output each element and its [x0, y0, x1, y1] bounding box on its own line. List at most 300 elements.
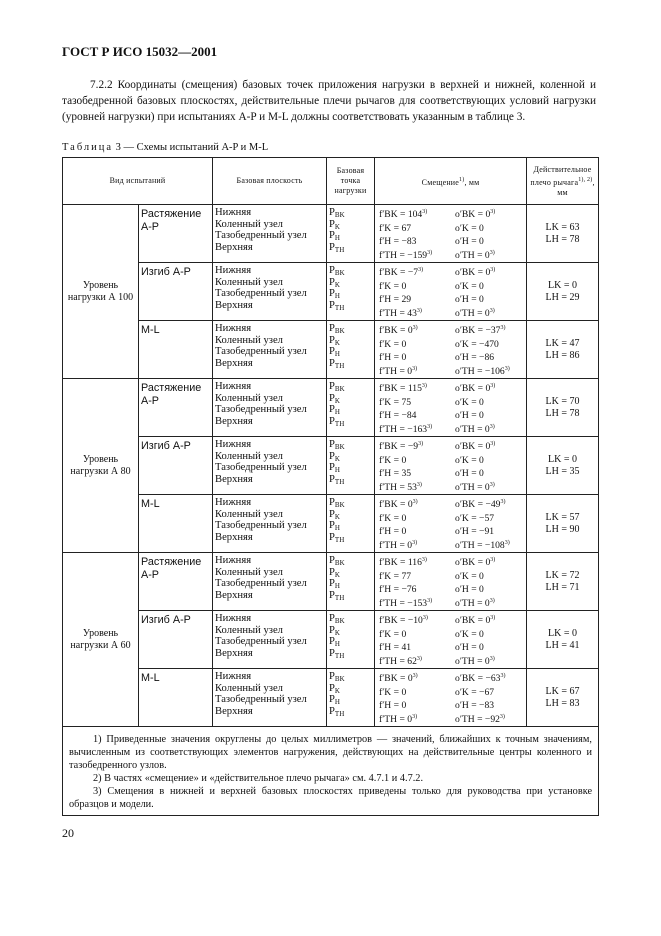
shift-row: [379, 221, 495, 235]
shift-values: [375, 379, 527, 437]
shift-f-value: f′TH = 62: [379, 655, 417, 667]
shift-f: [379, 569, 455, 583]
shift-f-value: f′BK = 0: [379, 673, 413, 684]
point-subscript: H: [334, 292, 340, 301]
plane-list: [213, 321, 327, 379]
shift-o-value: o′BK = 0: [455, 383, 491, 394]
col-lever-unit: , мм: [557, 177, 595, 197]
shift-f: [379, 654, 455, 668]
plane-name: Верхняя: [215, 357, 253, 369]
plane-name: Верхняя: [215, 531, 253, 543]
shift-row: [379, 555, 495, 569]
load-point: [329, 497, 374, 509]
shift-o-value: o′K = 0: [455, 628, 484, 640]
shift-row: [379, 323, 510, 337]
shift-o-value: o′BK = 0: [455, 441, 491, 452]
point-subscript: BK: [334, 617, 345, 625]
load-point: [329, 346, 374, 358]
shift-o: [455, 221, 495, 235]
shift-o-value: o′TH = −92: [455, 713, 500, 725]
footnote-1: 1) Приведенные значения округлены до целых миллиметров — значений, ближайших к точным значениям, вычисленным из соответствующих элементов нагружения, действующих на действительные центры коленного и тазобедренного узлов.: [69, 734, 593, 771]
shift-f: [379, 712, 455, 726]
point-letter: P: [329, 555, 335, 566]
shift-row: [379, 248, 495, 262]
table-row: [63, 553, 599, 611]
load-point: [329, 509, 374, 521]
plane-name: Коленный узел: [215, 508, 283, 520]
plane-name: Коленный узел: [215, 276, 283, 288]
shift-values: [375, 321, 527, 379]
shift-o: [455, 408, 495, 422]
table-row: [63, 321, 599, 379]
shift-o-note: 3): [500, 499, 506, 505]
shift-f: [379, 524, 455, 538]
shift-f-value: f′TH = −153: [379, 597, 428, 609]
shift-f-value: f′K = 0: [379, 280, 407, 292]
shift-o-value: o′TH = −106: [455, 365, 505, 377]
load-point: [329, 648, 374, 660]
shift-f: [379, 221, 455, 235]
shift-o-value: o′H = 0: [455, 584, 484, 596]
shift-o-value: o′TH = 0: [455, 423, 490, 435]
shift-o: [455, 569, 495, 583]
lever-arm: [527, 611, 599, 669]
point-subscript: TH: [334, 303, 345, 312]
shift-o-value: o′K = 0: [455, 454, 484, 466]
lever-knee: LK = 63: [545, 221, 580, 233]
lever-knee: LK = 72: [545, 569, 580, 581]
point-letter: P: [329, 346, 335, 358]
shift-row: [379, 453, 495, 467]
lever-knee: LK = 57: [545, 511, 580, 523]
shift-o-value: o′BK = −49: [455, 499, 501, 510]
caption-title: 3 — Схемы испытаний A-P и M-L: [113, 142, 269, 153]
lever-arm: [527, 379, 599, 437]
point-subscript: TH: [334, 535, 345, 544]
shift-o-note: 3): [504, 539, 510, 546]
test-type: Растяжение A-P: [139, 379, 213, 437]
load-point: [329, 636, 374, 648]
shift-f: [379, 337, 455, 351]
table-row: [63, 437, 599, 495]
shift-o-note: 3): [489, 655, 495, 662]
plane-list: [213, 611, 327, 669]
plane-name: Тазобедренный узел: [215, 288, 307, 300]
load-point: [329, 207, 374, 219]
table-row: [63, 495, 599, 553]
point-list: [327, 205, 375, 263]
col-lever: [527, 158, 599, 205]
plane-name: Верхняя: [215, 705, 253, 717]
shift-row: [379, 654, 495, 668]
plane-list: [213, 205, 327, 263]
lever-knee: LK = 67: [545, 685, 580, 697]
shift-o-value: o′K = 0: [455, 280, 484, 292]
shift-f-note: 3): [412, 713, 418, 720]
lever-hip: LH = 71: [545, 581, 580, 593]
shift-o-value: o′H = 0: [455, 642, 484, 654]
load-point: [329, 242, 374, 254]
load-point: [329, 625, 374, 637]
point-letter: P: [329, 450, 335, 462]
point-letter: P: [329, 566, 335, 578]
shift-o-value: o′K = −57: [455, 512, 495, 524]
shift-row: [379, 207, 495, 221]
lever-arm: [527, 321, 599, 379]
shift-f: [379, 640, 455, 654]
shift-o: [455, 395, 495, 409]
shift-f: [379, 439, 455, 453]
shift-o-value: o′K = 0: [455, 222, 484, 234]
shift-row: [379, 337, 510, 351]
shift-f-value: f′K = 67: [379, 222, 412, 234]
shift-row: [379, 422, 495, 436]
load-point: [329, 462, 374, 474]
shift-f-value: f′BK = −9: [379, 441, 419, 452]
point-letter: P: [329, 299, 335, 311]
shift-values: [375, 437, 527, 495]
point-letter: P: [329, 357, 335, 369]
table-row: [63, 669, 599, 727]
shift-f-note: 3): [416, 307, 422, 314]
plane-name: Верхняя: [215, 647, 253, 659]
plane-name: Коленный узел: [215, 334, 283, 346]
shift-o-value: o′K = 0: [455, 396, 484, 408]
shift-f-note: 3): [412, 365, 418, 372]
load-point: [329, 393, 374, 405]
shift-o-note: 3): [489, 249, 495, 256]
lever-knee: LK = 0: [548, 453, 577, 465]
point-letter: P: [329, 578, 335, 590]
shift-o: [455, 596, 495, 610]
shift-o-note: 3): [489, 307, 495, 314]
test-type: Растяжение A-P: [139, 205, 213, 263]
shift-row: [379, 569, 495, 583]
point-subscript: K: [334, 570, 340, 579]
shift-f-note: 3): [418, 441, 424, 447]
shift-o-value: o′BK = 0: [455, 557, 491, 568]
plane-name: Коленный узел: [215, 682, 283, 694]
col-shift-label: Смещение: [421, 177, 460, 187]
plane-list: [213, 379, 327, 437]
point-letter: P: [329, 705, 335, 717]
shift-f-value: f′H = −84: [379, 410, 417, 422]
shift-o: [455, 511, 510, 525]
shift-row: [379, 292, 495, 306]
shift-f: [379, 497, 455, 511]
load-point: [329, 439, 374, 451]
plane-name: Тазобедренный узел: [215, 694, 307, 706]
load-point: [329, 520, 374, 532]
shift-f-value: f′K = 0: [379, 686, 407, 698]
shift-f: [379, 234, 455, 248]
test-type: M-L: [139, 669, 213, 727]
col-shift: [375, 158, 527, 205]
lever-arm: [527, 553, 599, 611]
lever-hip: LH = 41: [545, 639, 580, 651]
point-subscript: BK: [334, 443, 345, 451]
shift-f-value: f′K = 0: [379, 628, 407, 640]
plane-name: Нижняя: [215, 207, 252, 218]
point-subscript: H: [334, 582, 340, 591]
point-letter: P: [329, 531, 335, 543]
shift-o: [455, 439, 495, 453]
lever-hip: LH = 86: [545, 349, 580, 361]
shift-grid: [379, 497, 510, 551]
shift-values: [375, 263, 527, 321]
shift-f-value: f′K = 75: [379, 396, 412, 408]
shift-f: [379, 306, 455, 320]
shift-f-note: 3): [416, 655, 422, 662]
shift-row: [379, 350, 510, 364]
shift-grid: [379, 265, 495, 319]
shift-f: [379, 323, 455, 337]
shift-f: [379, 582, 455, 596]
shift-o-value: o′TH = −108: [455, 539, 505, 551]
shift-o-value: o′BK = 0: [455, 615, 491, 626]
lever-hip: LH = 78: [545, 407, 580, 419]
shift-row: [379, 640, 495, 654]
plane-list: [213, 437, 327, 495]
shift-f-note: 3): [422, 615, 428, 621]
load-point: [329, 706, 374, 718]
point-list: [327, 321, 375, 379]
shift-f-value: f′TH = −159: [379, 249, 428, 261]
shift-o: [455, 381, 495, 395]
shift-f: [379, 671, 455, 685]
point-subscript: BK: [334, 211, 345, 219]
load-point: [329, 671, 374, 683]
col-point: Базовая точка нагрузки: [327, 158, 375, 205]
point-subscript: K: [334, 628, 340, 637]
point-letter: P: [329, 462, 335, 474]
test-schemes-table: [62, 157, 599, 816]
shift-f-value: f′H = 0: [379, 700, 407, 712]
shift-o-note: 3): [490, 557, 496, 563]
point-subscript: TH: [334, 419, 345, 428]
point-subscript: K: [334, 454, 340, 463]
shift-o-value: o′H = 0: [455, 294, 484, 306]
shift-f-value: f′TH = 0: [379, 365, 413, 377]
shift-row: [379, 671, 505, 685]
shift-f-note: 3): [421, 383, 427, 389]
shift-o-value: o′TH = 0: [455, 655, 490, 667]
lever-hip: LH = 90: [545, 523, 580, 535]
point-letter: P: [329, 415, 335, 427]
shift-o: [455, 248, 495, 262]
footnotes-row: [63, 727, 599, 816]
point-letter: P: [329, 636, 335, 648]
shift-row: [379, 627, 495, 641]
plane-name: Коленный узел: [215, 450, 283, 462]
load-level: Уровень нагрузки А 100: [63, 205, 139, 379]
point-subscript: BK: [334, 385, 345, 393]
point-letter: P: [329, 276, 335, 288]
shift-f-value: f′BK = 116: [379, 557, 422, 568]
point-list: [327, 553, 375, 611]
shift-o: [455, 698, 505, 712]
plane-name: Верхняя: [215, 473, 253, 485]
shift-f: [379, 627, 455, 641]
plane-name: Верхняя: [215, 299, 253, 311]
caption-prefix: Таблица: [62, 142, 114, 153]
point-subscript: K: [334, 338, 340, 347]
shift-values: [375, 611, 527, 669]
point-letter: P: [329, 381, 335, 392]
shift-f: [379, 364, 455, 378]
plane-name: Верхняя: [215, 589, 253, 601]
col-plane: Базовая плоскость: [213, 158, 327, 205]
shift-o-value: o′H = −86: [455, 352, 495, 364]
load-point: [329, 578, 374, 590]
shift-row: [379, 698, 505, 712]
shift-f: [379, 395, 455, 409]
shift-o-note: 3): [500, 325, 506, 331]
plane-name: Коленный узел: [215, 566, 283, 578]
footnote-3: 3) Смещения в нижней и верхней базовых плоскостях приведены только для руководства при установке образцов и модели.: [69, 786, 593, 810]
point-letter: P: [329, 613, 335, 624]
shift-o-value: o′TH = 0: [455, 249, 490, 261]
point-subscript: K: [334, 396, 340, 405]
point-letter: P: [329, 497, 335, 508]
shift-f-note: 3): [412, 325, 418, 331]
shift-o: [455, 292, 495, 306]
shift-f: [379, 292, 455, 306]
shift-f-value: f′BK = 115: [379, 383, 422, 394]
lever-hip: LH = 83: [545, 697, 580, 709]
point-letter: P: [329, 207, 335, 218]
shift-f-value: f′TH = 0: [379, 539, 413, 551]
test-type: Растяжение A-P: [139, 553, 213, 611]
shift-f-value: f′BK = −7: [379, 267, 419, 278]
load-point: [329, 381, 374, 393]
shift-f-note: 3): [412, 499, 418, 505]
test-type: M-L: [139, 321, 213, 379]
shift-f: [379, 265, 455, 279]
shift-grid: [379, 207, 495, 261]
shift-o: [455, 466, 495, 480]
point-letter: P: [329, 323, 335, 334]
shift-o-note: 3): [490, 615, 496, 621]
lever-knee: LK = 70: [545, 395, 580, 407]
plane-name: Коленный узел: [215, 392, 283, 404]
point-subscript: K: [334, 686, 340, 695]
shift-o: [455, 364, 510, 378]
point-subscript: TH: [334, 245, 345, 254]
shift-o-value: o′H = 0: [455, 410, 484, 422]
shift-f: [379, 698, 455, 712]
shift-f-value: f′BK = 0: [379, 499, 413, 510]
col-shift-unit: , мм: [464, 177, 480, 187]
point-subscript: BK: [334, 675, 345, 683]
col-lever-sup: 1), 2): [578, 176, 593, 183]
load-level: Уровень нагрузки А 80: [63, 379, 139, 553]
load-point: [329, 590, 374, 602]
shift-row: [379, 596, 495, 610]
point-list: [327, 611, 375, 669]
shift-f-note: 3): [421, 557, 427, 563]
shift-row: [379, 538, 510, 552]
shift-o: [455, 337, 510, 351]
plane-name: Нижняя: [215, 497, 252, 508]
table-caption: [62, 142, 268, 153]
plane-name: Коленный узел: [215, 624, 283, 636]
load-point: [329, 288, 374, 300]
point-subscript: H: [334, 698, 340, 707]
shift-f-note: 3): [427, 423, 433, 430]
load-point: [329, 300, 374, 312]
shift-row: [379, 234, 495, 248]
shift-f-note: 3): [418, 267, 424, 273]
point-letter: P: [329, 671, 335, 682]
point-letter: P: [329, 241, 335, 253]
shift-row: [379, 480, 495, 494]
point-subscript: K: [334, 280, 340, 289]
plane-name: Нижняя: [215, 613, 252, 624]
lever-arm: [527, 263, 599, 321]
table-body: [63, 205, 599, 727]
point-subscript: H: [334, 640, 340, 649]
table-row: [63, 263, 599, 321]
shift-row: [379, 306, 495, 320]
shift-o-value: o′H = −91: [455, 526, 495, 538]
shift-row: [379, 265, 495, 279]
load-point: [329, 277, 374, 289]
shift-o-value: o′H = −83: [455, 700, 495, 712]
shift-f: [379, 248, 455, 262]
load-point: [329, 613, 374, 625]
shift-o: [455, 582, 495, 596]
point-letter: P: [329, 288, 335, 300]
lever-arm: [527, 669, 599, 727]
shift-grid: [379, 613, 495, 667]
shift-o: [455, 306, 495, 320]
shift-row: [379, 685, 505, 699]
table-row: [63, 611, 599, 669]
plane-list: [213, 495, 327, 553]
shift-o-note: 3): [489, 423, 495, 430]
shift-row: [379, 497, 510, 511]
point-letter: P: [329, 439, 335, 450]
shift-o: [455, 671, 505, 685]
point-list: [327, 379, 375, 437]
shift-f: [379, 422, 455, 436]
shift-f: [379, 596, 455, 610]
shift-o: [455, 207, 495, 221]
shift-o: [455, 627, 495, 641]
lever-hip: LH = 29: [545, 291, 580, 303]
shift-o-value: o′BK = −37: [455, 325, 501, 336]
shift-o-value: o′TH = 0: [455, 597, 490, 609]
shift-o: [455, 685, 505, 699]
plane-name: Нижняя: [215, 381, 252, 392]
load-point: [329, 451, 374, 463]
load-point: [329, 567, 374, 579]
shift-o: [455, 265, 495, 279]
lever-hip: LH = 35: [545, 465, 580, 477]
shift-f: [379, 555, 455, 569]
shift-f: [379, 381, 455, 395]
shift-o-note: 3): [489, 481, 495, 488]
point-letter: P: [329, 508, 335, 520]
shift-f: [379, 453, 455, 467]
plane-name: Тазобедренный узел: [215, 230, 307, 242]
point-letter: P: [329, 404, 335, 416]
shift-f-value: f′K = 0: [379, 512, 407, 524]
plane-name: Тазобедренный узел: [215, 462, 307, 474]
lever-knee: LK = 0: [548, 627, 577, 639]
shift-row: [379, 439, 495, 453]
